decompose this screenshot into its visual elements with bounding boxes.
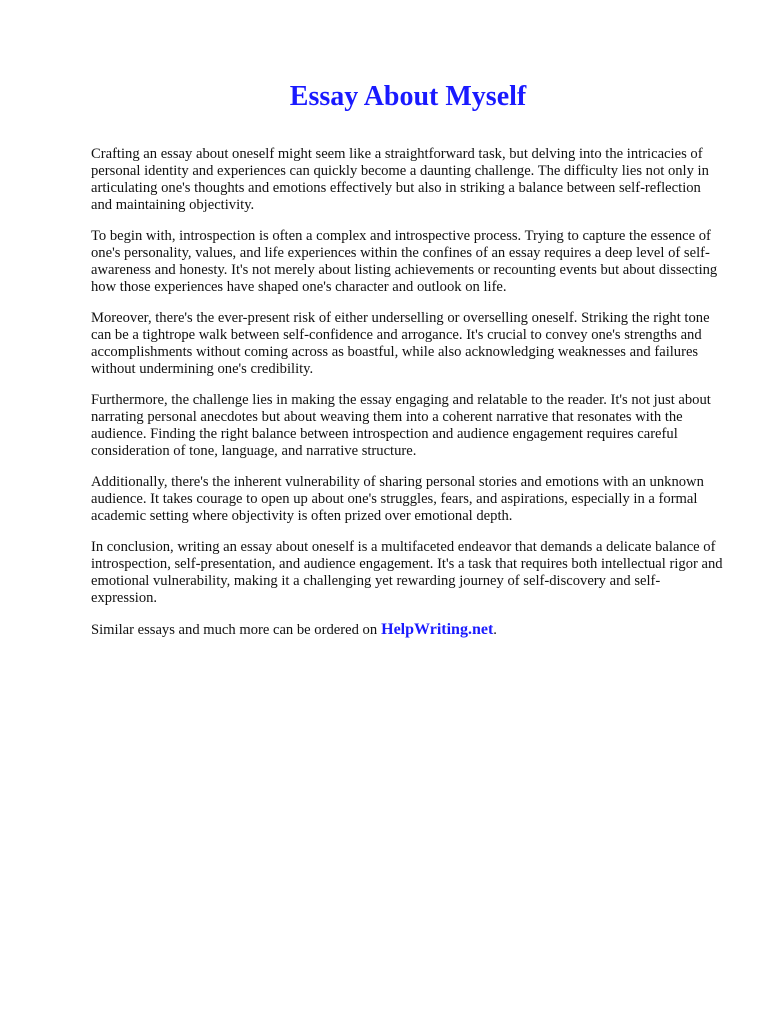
paragraph-2: To begin with, introspection is often a complex and introspective process. Trying to capture the essence of one's personality, values, and life experiences within the confines of an essay requires a deep level of self-awareness and honesty. It's not merely about listing achievements or recounting events but about dissecting how those experiences have shaped one's character and outlook on life. bbox=[91, 228, 718, 295]
essay-body bbox=[91, 146, 723, 639]
paragraph-4: Furthermore, the challenge lies in making the essay engaging and relatable to the reader. It's not just about narrating personal anecdotes but about weaving them into a coherent narrative that resonates with the audience. Finding the right balance between introspection and audience engagement requires careful consideration of tone, language, and narrative structure. bbox=[91, 392, 711, 459]
paragraph-3: Moreover, there's the ever-present risk of either underselling or overselling oneself. Striking the right tone can be a tightrope walk between self-confidence and arrogance. It's crucial to convey one's strengths and accomplishments without coming across as boastful, while also acknowledging weaknesses and failures without undermining one's credibility. bbox=[91, 310, 710, 377]
helpwriting-link[interactable]: HelpWriting.net bbox=[381, 621, 494, 638]
footer-line bbox=[91, 621, 723, 639]
page-title: Essay About Myself bbox=[289, 81, 527, 112]
paragraph-5: Additionally, there's the inherent vulnerability of sharing personal stories and emotions with an unknown audience. It takes courage to open up about one's struggles, fears, and aspirations, especially in a formal academic setting where objectivity is often prized over emotional depth. bbox=[91, 474, 704, 524]
footer-text: Similar essays and much more can be ordered on bbox=[91, 622, 378, 638]
paragraph-6: In conclusion, writing an essay about oneself is a multifaceted endeavor that demands a delicate balance of introspection, self-presentation, and audience engagement. It's a task that requires both intellectual rigor and emotional vulnerability, making it a challenging yet rewarding journey of self-discovery and self-expression. bbox=[91, 539, 723, 606]
footer-trailing: . bbox=[493, 622, 497, 638]
paragraph-1: Crafting an essay about oneself might seem like a straightforward task, but delving into the intricacies of personal identity and experiences can quickly become a daunting challenge. The difficulty lies not only in articulating one's thoughts and emotions effectively but also in striking a balance between self-reflection and maintaining objectivity. bbox=[91, 146, 709, 213]
